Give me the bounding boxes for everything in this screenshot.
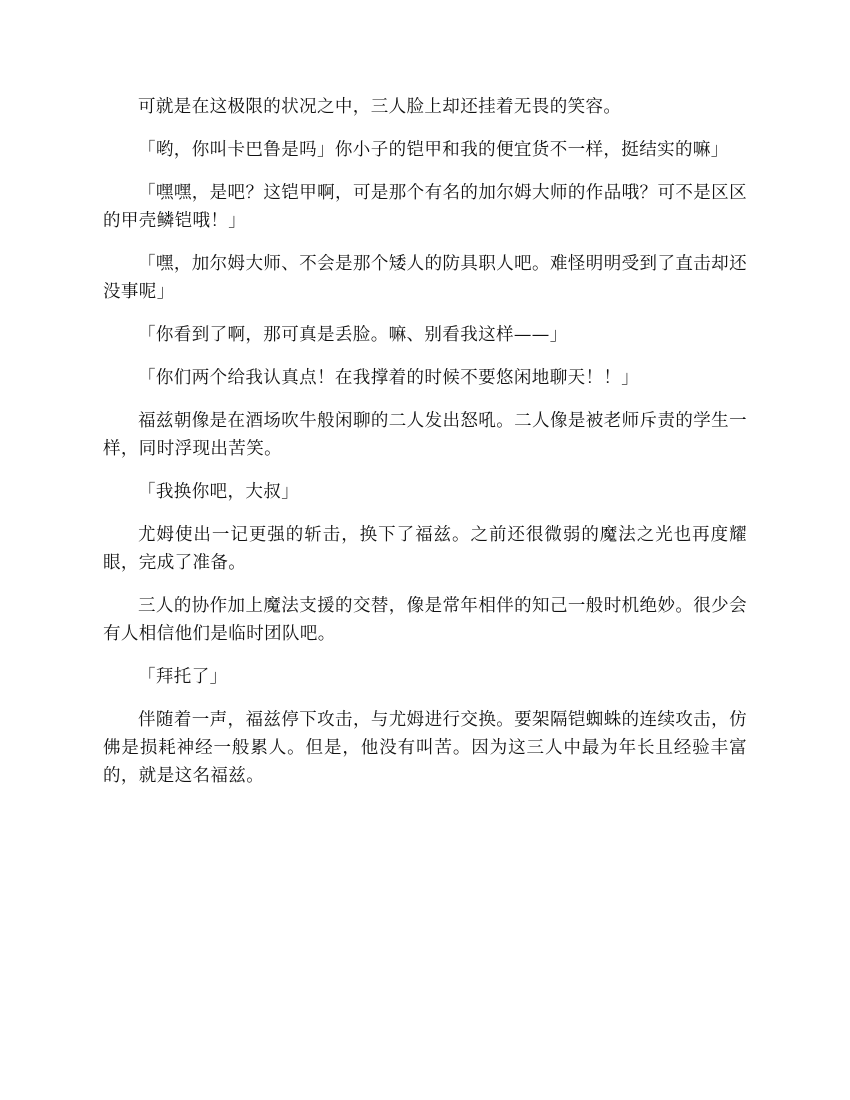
paragraph: 福兹朝像是在酒场吹牛般闲聊的二人发出怒吼。二人像是被老师斥责的学生一样，同时浮现出苦笑。 [103, 411, 747, 459]
paragraph: 「你们两个给我认真点！在我撑着的时候不要悠闲地聊天！！」 [138, 368, 640, 388]
paragraph: 尤姆使出一记更强的斩击，换下了福兹。之前还很微弱的魔法之光也再度耀眼，完成了准备。 [103, 525, 747, 573]
paragraph: 「哟，你叫卡巴鲁是吗」你小子的铠甲和我的便宜货不一样，挺结实的嘛」 [138, 140, 729, 160]
paragraph: 伴随着一声，福兹停下攻击，与尤姆进行交换。要架隔铠蜘蛛的连续攻击，仿佛是损耗神经一般累人。但是，他没有叫苦。因为这三人中最为年长且经验丰富的，就是这名福兹。 [103, 710, 747, 786]
paragraph: 「嘿嘿，是吧？这铠甲啊，可是那个有名的加尔姆大师的作品哦？可不是区区的甲壳鳞铠哦！」 [103, 183, 747, 231]
paragraph: 三人的协作加上魔法支援的交替，像是常年相伴的知己一般时机绝妙。很少会有人相信他们是临时团队吧。 [103, 596, 747, 644]
paragraph: 「你看到了啊，那可真是丢脸。嘛、别看我这样——」 [138, 325, 568, 345]
paragraph: 「我换你吧，大叔」 [138, 482, 300, 502]
document-page [103, 93, 747, 805]
paragraph: 「拜托了」 [138, 667, 228, 687]
paragraph: 可就是在这极限的状况之中，三人脸上却还挂着无畏的笑容。 [138, 97, 622, 117]
paragraph: 「嘿，加尔姆大师、不会是那个矮人的防具职人吧。难怪明明受到了直击却还没事呢」 [103, 254, 747, 302]
